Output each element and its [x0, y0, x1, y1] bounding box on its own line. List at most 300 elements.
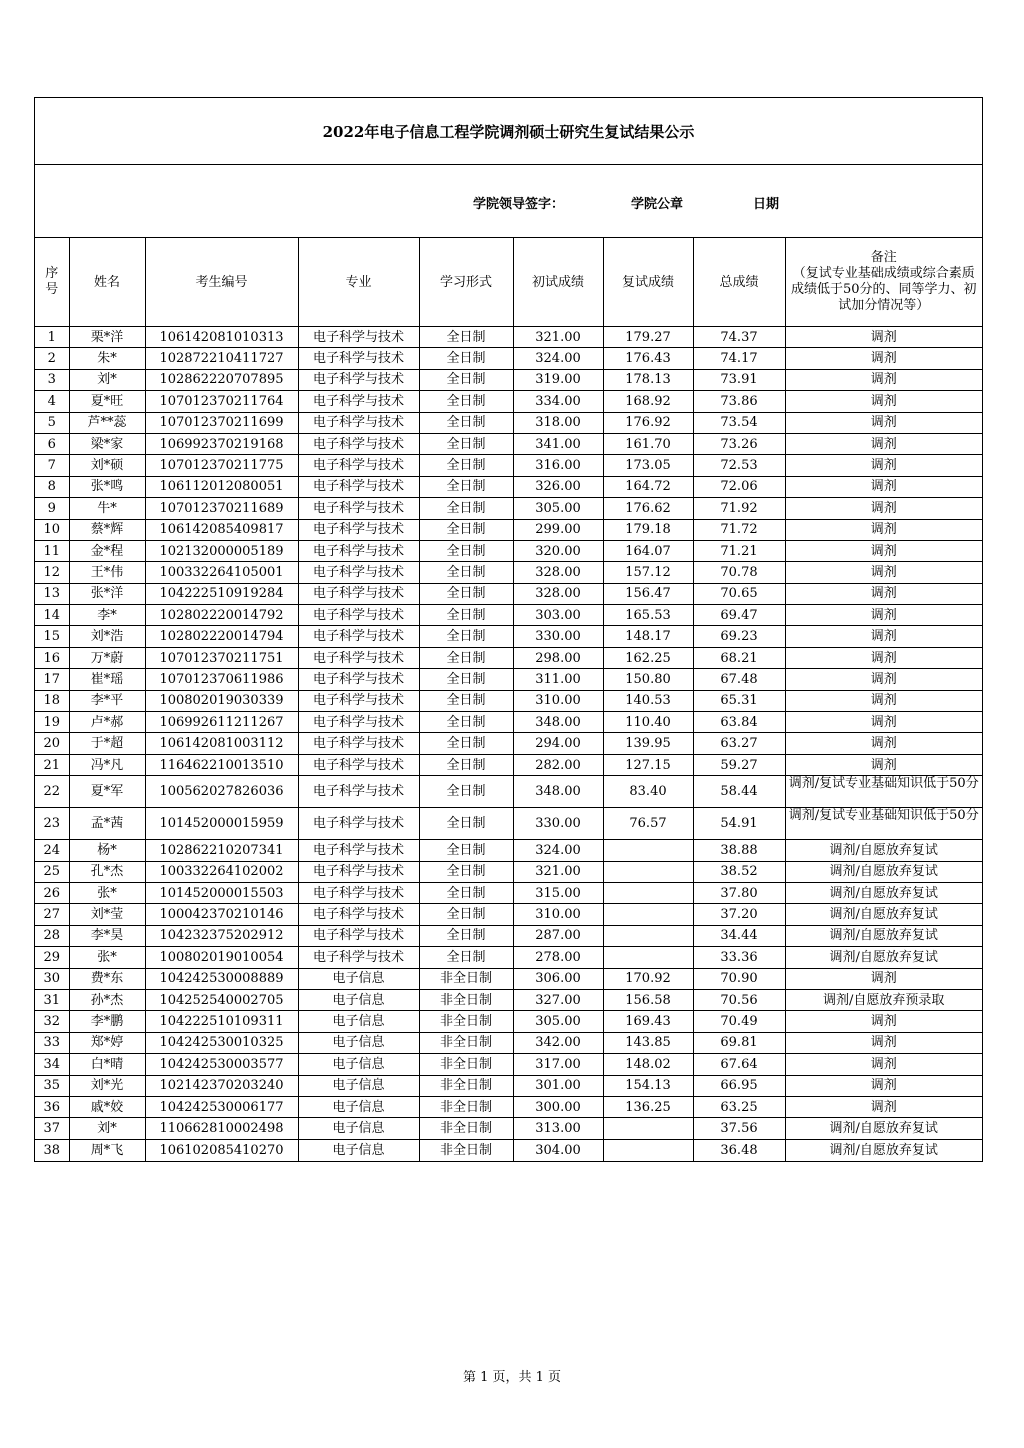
row-initial-score: 311.00	[513, 669, 603, 690]
row-exam-id: 107012370211699	[145, 412, 298, 433]
row-initial-score: 334.00	[513, 391, 603, 412]
row-name: 朱*	[69, 348, 145, 369]
table-row	[35, 498, 982, 519]
row-initial-score: 319.00	[513, 369, 603, 390]
row-remark: 调剂	[785, 455, 982, 476]
row-name: 周*飞	[69, 1139, 145, 1160]
row-remark: 调剂	[785, 391, 982, 412]
row-total-score: 71.92	[693, 498, 785, 519]
row-retest-score: 173.05	[603, 455, 693, 476]
row-total-score: 70.56	[693, 989, 785, 1010]
row-major: 电子信息	[298, 1118, 419, 1139]
table-row	[35, 1139, 982, 1160]
row-total-score: 70.78	[693, 562, 785, 583]
row-index: 14	[35, 605, 69, 626]
row-index: 15	[35, 626, 69, 647]
row-remark: 调剂	[785, 968, 982, 989]
row-remark: 调剂	[785, 583, 982, 604]
row-major: 电子信息	[298, 1139, 419, 1160]
row-index: 9	[35, 498, 69, 519]
row-retest-score: 143.85	[603, 1032, 693, 1053]
row-initial-score: 328.00	[513, 562, 603, 583]
row-retest-score: 127.15	[603, 754, 693, 775]
row-index: 34	[35, 1054, 69, 1075]
page-title	[35, 98, 982, 165]
row-remark	[785, 808, 982, 840]
row-retest-score: 168.92	[603, 391, 693, 412]
row-retest-score: 154.13	[603, 1075, 693, 1096]
header-remark	[785, 238, 982, 327]
row-retest-score: 179.27	[603, 327, 693, 348]
row-major: 电子科学与技术	[298, 882, 419, 903]
table-row	[35, 1096, 982, 1117]
row-total-score: 63.27	[693, 733, 785, 754]
row-remark: 调剂/自愿放弃复试	[785, 925, 982, 946]
header-remark-detail: （复试专业基础成绩或综合素质成绩低于50分的、同等学力、初试加分情况等）	[790, 266, 977, 313]
row-major: 电子科学与技术	[298, 498, 419, 519]
row-major: 电子科学与技术	[298, 861, 419, 882]
table-row	[35, 690, 982, 711]
results-table	[35, 238, 982, 1161]
row-initial-score: 306.00	[513, 968, 603, 989]
date-label: 日期	[753, 197, 780, 212]
header-index	[35, 238, 69, 327]
row-initial-score: 282.00	[513, 754, 603, 775]
row-total-score: 74.37	[693, 327, 785, 348]
row-initial-score: 310.00	[513, 690, 603, 711]
row-index: 35	[35, 1075, 69, 1096]
row-remark: 调剂	[785, 626, 982, 647]
row-exam-id: 102862210207341	[145, 840, 298, 861]
table-row	[35, 1011, 982, 1032]
row-study-mode: 全日制	[419, 882, 513, 903]
table-row	[35, 925, 982, 946]
row-remark: 调剂/自愿放弃复试	[785, 1118, 982, 1139]
row-exam-id: 102132000005189	[145, 540, 298, 561]
row-total-score: 37.20	[693, 904, 785, 925]
row-study-mode: 全日制	[419, 455, 513, 476]
table-row	[35, 776, 982, 808]
row-initial-score: 315.00	[513, 882, 603, 903]
row-remark: 调剂/自愿放弃复试	[785, 840, 982, 861]
table-row	[35, 605, 982, 626]
row-index: 28	[35, 925, 69, 946]
table-row	[35, 808, 982, 840]
row-study-mode: 全日制	[419, 840, 513, 861]
row-initial-score: 304.00	[513, 1139, 603, 1160]
row-exam-id: 102142370203240	[145, 1075, 298, 1096]
header-initial-score: 初试成绩	[513, 238, 603, 327]
row-name: 刘*硕	[69, 455, 145, 476]
row-index: 31	[35, 989, 69, 1010]
row-initial-score: 326.00	[513, 476, 603, 497]
row-exam-id: 100802019010054	[145, 947, 298, 968]
header-total-score: 总成绩	[693, 238, 785, 327]
row-study-mode: 全日制	[419, 754, 513, 775]
row-study-mode: 全日制	[419, 712, 513, 733]
row-initial-score: 341.00	[513, 433, 603, 454]
row-major: 电子科学与技术	[298, 433, 419, 454]
row-major: 电子科学与技术	[298, 583, 419, 604]
row-study-mode: 全日制	[419, 861, 513, 882]
row-name: 张*	[69, 882, 145, 903]
row-major: 电子科学与技术	[298, 327, 419, 348]
row-initial-score: 316.00	[513, 455, 603, 476]
row-retest-score	[603, 1139, 693, 1160]
row-index: 32	[35, 1011, 69, 1032]
row-exam-id: 106992611211267	[145, 712, 298, 733]
row-retest-score	[603, 840, 693, 861]
row-initial-score: 298.00	[513, 647, 603, 668]
row-exam-id: 104242530010325	[145, 1032, 298, 1053]
row-study-mode: 全日制	[419, 369, 513, 390]
row-name: 刘*	[69, 369, 145, 390]
row-index: 33	[35, 1032, 69, 1053]
row-initial-score: 321.00	[513, 861, 603, 882]
table-row	[35, 733, 982, 754]
row-name: 孟*茜	[69, 808, 145, 840]
row-initial-score: 303.00	[513, 605, 603, 626]
row-index: 6	[35, 433, 69, 454]
row-name: 刘*	[69, 1118, 145, 1139]
row-total-score: 37.80	[693, 882, 785, 903]
row-name: 梁*家	[69, 433, 145, 454]
row-exam-id: 106102085410270	[145, 1139, 298, 1160]
row-name: 李*	[69, 605, 145, 626]
row-name: 夏*军	[69, 776, 145, 808]
row-major: 电子科学与技术	[298, 391, 419, 412]
row-exam-id: 102872210411727	[145, 348, 298, 369]
row-total-score: 73.54	[693, 412, 785, 433]
row-initial-score: 318.00	[513, 412, 603, 433]
table-row	[35, 882, 982, 903]
row-total-score: 70.49	[693, 1011, 785, 1032]
row-major: 电子信息	[298, 1011, 419, 1032]
row-initial-score: 299.00	[513, 519, 603, 540]
row-retest-score: 110.40	[603, 712, 693, 733]
row-remark: 调剂	[785, 433, 982, 454]
row-exam-id: 100332264105001	[145, 562, 298, 583]
row-major: 电子科学与技术	[298, 626, 419, 647]
row-retest-score: 157.12	[603, 562, 693, 583]
row-retest-score: 136.25	[603, 1096, 693, 1117]
row-remark: 调剂	[785, 605, 982, 626]
row-name: 刘*浩	[69, 626, 145, 647]
row-major: 电子科学与技术	[298, 369, 419, 390]
row-exam-id: 106142081010313	[145, 327, 298, 348]
row-name: 戚*姣	[69, 1096, 145, 1117]
table-row	[35, 519, 982, 540]
row-initial-score: 278.00	[513, 947, 603, 968]
row-name: 杨*	[69, 840, 145, 861]
row-total-score: 71.72	[693, 519, 785, 540]
row-remark: 调剂	[785, 1075, 982, 1096]
row-study-mode: 全日制	[419, 433, 513, 454]
row-remark: 调剂	[785, 1054, 982, 1075]
row-exam-id: 104222510109311	[145, 1011, 298, 1032]
table-row	[35, 1054, 982, 1075]
row-study-mode: 全日制	[419, 519, 513, 540]
row-study-mode: 非全日制	[419, 1032, 513, 1053]
row-initial-score: 324.00	[513, 348, 603, 369]
row-exam-id: 107012370211775	[145, 455, 298, 476]
row-retest-score: 176.43	[603, 348, 693, 369]
row-name: 孙*杰	[69, 989, 145, 1010]
row-major: 电子科学与技术	[298, 840, 419, 861]
header-index-text: 序号	[45, 266, 59, 297]
header-major: 专业	[298, 238, 419, 327]
row-exam-id: 106112012080051	[145, 476, 298, 497]
table-row	[35, 540, 982, 561]
header-study-mode: 学习形式	[419, 238, 513, 327]
row-remark: 调剂	[785, 412, 982, 433]
row-total-score: 70.90	[693, 968, 785, 989]
table-row	[35, 476, 982, 497]
row-study-mode: 非全日制	[419, 1139, 513, 1160]
row-retest-score: 164.07	[603, 540, 693, 561]
row-index: 16	[35, 647, 69, 668]
row-initial-score: 324.00	[513, 840, 603, 861]
row-exam-id: 102802220014792	[145, 605, 298, 626]
row-index: 11	[35, 540, 69, 561]
row-index: 20	[35, 733, 69, 754]
title-text: 2022年电子信息工程学院调剂硕士研究生复试结果公示	[322, 122, 695, 141]
row-name: 李*平	[69, 690, 145, 711]
row-major: 电子科学与技术	[298, 348, 419, 369]
row-name: 夏*旺	[69, 391, 145, 412]
row-remark: 调剂	[785, 1011, 982, 1032]
row-initial-score: 330.00	[513, 808, 603, 840]
table-row	[35, 369, 982, 390]
row-name: 于*超	[69, 733, 145, 754]
row-name: 冯*凡	[69, 754, 145, 775]
table-row	[35, 1118, 982, 1139]
row-remark: 调剂	[785, 712, 982, 733]
table-row	[35, 861, 982, 882]
row-retest-score: 165.53	[603, 605, 693, 626]
row-exam-id: 107012370611986	[145, 669, 298, 690]
row-retest-score: 150.80	[603, 669, 693, 690]
row-remark: 调剂	[785, 519, 982, 540]
row-total-score: 67.48	[693, 669, 785, 690]
row-index: 19	[35, 712, 69, 733]
row-remark: 调剂	[785, 669, 982, 690]
row-exam-id: 104232375202912	[145, 925, 298, 946]
row-study-mode: 全日制	[419, 391, 513, 412]
row-total-score: 68.21	[693, 647, 785, 668]
row-remark: 调剂	[785, 476, 982, 497]
row-study-mode: 全日制	[419, 348, 513, 369]
row-total-score: 69.47	[693, 605, 785, 626]
row-exam-id: 107012370211689	[145, 498, 298, 519]
row-exam-id: 106142085409817	[145, 519, 298, 540]
row-study-mode: 全日制	[419, 776, 513, 808]
row-total-score: 63.84	[693, 712, 785, 733]
row-initial-score: 305.00	[513, 498, 603, 519]
row-index: 27	[35, 904, 69, 925]
row-initial-score: 300.00	[513, 1096, 603, 1117]
row-retest-score	[603, 861, 693, 882]
row-name: 刘*光	[69, 1075, 145, 1096]
row-retest-score: 156.47	[603, 583, 693, 604]
row-retest-score: 170.92	[603, 968, 693, 989]
table-row	[35, 433, 982, 454]
row-study-mode: 全日制	[419, 583, 513, 604]
row-name: 张*洋	[69, 583, 145, 604]
row-major: 电子信息	[298, 1075, 419, 1096]
row-remark-text: 调剂/复试专业基础知识低于50分	[788, 776, 979, 792]
row-exam-id: 104242530008889	[145, 968, 298, 989]
row-index: 10	[35, 519, 69, 540]
row-retest-score: 140.53	[603, 690, 693, 711]
table-row	[35, 562, 982, 583]
row-study-mode: 全日制	[419, 669, 513, 690]
row-remark: 调剂	[785, 1032, 982, 1053]
row-initial-score: 330.00	[513, 626, 603, 647]
table-row	[35, 391, 982, 412]
row-major: 电子信息	[298, 1054, 419, 1075]
table-row	[35, 904, 982, 925]
row-index: 4	[35, 391, 69, 412]
row-major: 电子科学与技术	[298, 690, 419, 711]
table-header-row	[35, 238, 982, 327]
row-exam-id: 100042370210146	[145, 904, 298, 925]
row-exam-id: 100802019030339	[145, 690, 298, 711]
row-major: 电子科学与技术	[298, 412, 419, 433]
table-row	[35, 669, 982, 690]
row-remark: 调剂/自愿放弃复试	[785, 1139, 982, 1160]
row-initial-score: 328.00	[513, 583, 603, 604]
row-total-score: 34.44	[693, 925, 785, 946]
row-total-score: 72.53	[693, 455, 785, 476]
row-exam-id: 107012370211764	[145, 391, 298, 412]
table-row	[35, 968, 982, 989]
row-exam-id: 101452000015959	[145, 808, 298, 840]
page-footer: 第 1 页，共 1 页	[462, 1370, 562, 1385]
row-study-mode: 非全日制	[419, 1118, 513, 1139]
row-total-score: 59.27	[693, 754, 785, 775]
table-row	[35, 947, 982, 968]
row-total-score: 37.56	[693, 1118, 785, 1139]
row-retest-score: 178.13	[603, 369, 693, 390]
row-major: 电子信息	[298, 968, 419, 989]
row-index: 37	[35, 1118, 69, 1139]
row-study-mode: 非全日制	[419, 1096, 513, 1117]
row-study-mode: 全日制	[419, 412, 513, 433]
row-exam-id: 104252540002705	[145, 989, 298, 1010]
row-index: 3	[35, 369, 69, 390]
row-remark: 调剂	[785, 647, 982, 668]
row-study-mode: 全日制	[419, 904, 513, 925]
row-major: 电子科学与技术	[298, 455, 419, 476]
row-remark: 调剂/自愿放弃复试	[785, 861, 982, 882]
row-remark: 调剂/自愿放弃复试	[785, 904, 982, 925]
row-name: 蔡*辉	[69, 519, 145, 540]
row-index: 22	[35, 776, 69, 808]
row-exam-id: 110662810002498	[145, 1118, 298, 1139]
row-index: 26	[35, 882, 69, 903]
row-index: 12	[35, 562, 69, 583]
row-exam-id: 102862220707895	[145, 369, 298, 390]
row-study-mode: 全日制	[419, 498, 513, 519]
row-name: 王*伟	[69, 562, 145, 583]
row-name: 刘*莹	[69, 904, 145, 925]
table-row	[35, 840, 982, 861]
row-study-mode: 非全日制	[419, 989, 513, 1010]
table-row	[35, 327, 982, 348]
row-initial-score: 348.00	[513, 712, 603, 733]
row-total-score: 36.48	[693, 1139, 785, 1160]
row-index: 25	[35, 861, 69, 882]
row-name: 李*鹏	[69, 1011, 145, 1032]
row-study-mode: 全日制	[419, 476, 513, 497]
row-retest-score: 148.02	[603, 1054, 693, 1075]
row-major: 电子信息	[298, 1096, 419, 1117]
row-remark	[785, 776, 982, 808]
row-name: 白*晴	[69, 1054, 145, 1075]
table-row	[35, 989, 982, 1010]
row-major: 电子科学与技术	[298, 605, 419, 626]
signature-row	[35, 165, 982, 238]
row-retest-score: 161.70	[603, 433, 693, 454]
row-total-score: 69.81	[693, 1032, 785, 1053]
row-major: 电子科学与技术	[298, 947, 419, 968]
row-index: 23	[35, 808, 69, 840]
row-total-score: 66.95	[693, 1075, 785, 1096]
row-retest-score: 164.72	[603, 476, 693, 497]
college-seal-label: 学院公章	[631, 197, 684, 212]
row-remark: 调剂	[785, 562, 982, 583]
row-exam-id: 106992370219168	[145, 433, 298, 454]
table-row	[35, 754, 982, 775]
table-row	[35, 1075, 982, 1096]
row-major: 电子科学与技术	[298, 754, 419, 775]
row-name: 张*	[69, 947, 145, 968]
row-exam-id: 101452000015503	[145, 882, 298, 903]
row-name: 张*鸣	[69, 476, 145, 497]
row-major: 电子科学与技术	[298, 540, 419, 561]
row-exam-id: 104242530006177	[145, 1096, 298, 1117]
row-index: 1	[35, 327, 69, 348]
row-total-score: 73.86	[693, 391, 785, 412]
leader-signature-label: 学院领导签字：	[473, 197, 565, 212]
row-exam-id: 106142081003112	[145, 733, 298, 754]
row-index: 38	[35, 1139, 69, 1160]
row-study-mode: 全日制	[419, 562, 513, 583]
row-study-mode: 非全日制	[419, 968, 513, 989]
row-index: 18	[35, 690, 69, 711]
row-index: 8	[35, 476, 69, 497]
row-study-mode: 全日制	[419, 690, 513, 711]
row-total-score: 33.36	[693, 947, 785, 968]
row-major: 电子科学与技术	[298, 669, 419, 690]
table-row	[35, 412, 982, 433]
row-retest-score: 139.95	[603, 733, 693, 754]
row-retest-score: 176.62	[603, 498, 693, 519]
row-initial-score: 313.00	[513, 1118, 603, 1139]
row-study-mode: 全日制	[419, 925, 513, 946]
row-exam-id: 116462210013510	[145, 754, 298, 775]
row-retest-score: 179.18	[603, 519, 693, 540]
row-exam-id: 107012370211751	[145, 647, 298, 668]
row-total-score: 72.06	[693, 476, 785, 497]
row-study-mode: 非全日制	[419, 1075, 513, 1096]
row-remark: 调剂/自愿放弃预录取	[785, 989, 982, 1010]
row-total-score: 38.52	[693, 861, 785, 882]
row-total-score: 38.88	[693, 840, 785, 861]
row-name: 崔*瑶	[69, 669, 145, 690]
row-name: 芦**蕊	[69, 412, 145, 433]
